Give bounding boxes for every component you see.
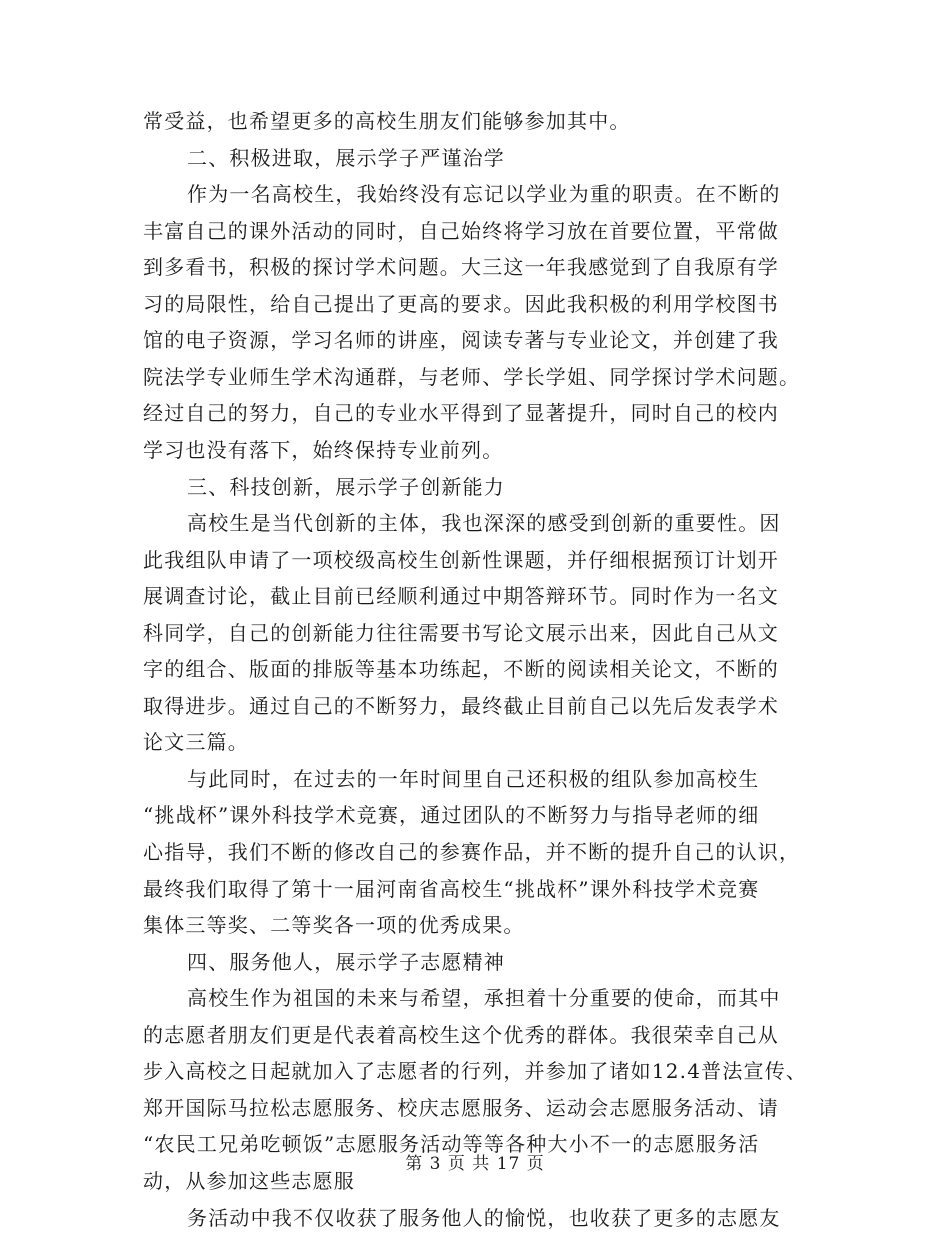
text-line: 论文三篇。 <box>143 730 249 754</box>
text-line: 步入高校之日起就加入了志愿者的行列，并参加了诸如12.4普法宣传、 <box>143 1059 808 1083</box>
text-line: 高校生是当代创新的主体，我也深深的感受到创新的重要性。因 <box>187 511 781 535</box>
text-line: 字的组合、版面的排版等基本功练起，不断的阅读相关论文，不断的 <box>143 657 779 681</box>
text-line: 学习也没有落下，始终保持专业前列。 <box>143 438 504 462</box>
text-line: 习的局限性，给自己提出了更高的要求。因此我积极的利用学校图书 <box>143 292 779 316</box>
text-line: 动，从参加这些志愿服 <box>143 1169 355 1193</box>
text-line: 馆的电子资源，学习名师的讲座，阅读专著与专业论文，并创建了我 <box>143 328 779 352</box>
text-line: 经过自己的努力，自己的专业水平得到了显著提升，同时自己的校内 <box>143 401 779 425</box>
text-line: “挑战杯”课外科技学术竞赛，通过团队的不断努力与指导老师的细 <box>143 803 760 827</box>
text-line: 务活动中我不仅收获了服务他人的愉悦，也收获了更多的志愿友 <box>187 1206 781 1230</box>
text-line: 常受益，也希望更多的高校生朋友们能够参加其中。 <box>143 109 631 133</box>
text-line: 四、服务他人，展示学子志愿精神 <box>187 950 505 974</box>
text-line: 到多看书，积极的探讨学术问题。大三这一年我感觉到了自我原有学 <box>143 255 779 279</box>
text-line: 三、科技创新，展示学子创新能力 <box>187 475 505 499</box>
text-line: 院法学专业师生学术沟通群，与老师、学长学姐、同学探讨学术问题。 <box>143 365 801 389</box>
text-line: “农民工兄弟吃顿饭”志愿服务活动等等各种大小不一的志愿服务活 <box>143 1132 760 1156</box>
text-line: 集体三等奖、二等奖各一项的优秀成果。 <box>143 913 525 937</box>
page-footer: 第 3 页 共 17 页 <box>405 1154 545 1174</box>
text-line: 与此同时，在过去的一年时间里自己还积极的组队参加高校生 <box>187 767 760 791</box>
text-line: 作为一名高校生，我始终没有忘记以学业为重的职责。在不断的 <box>187 182 781 206</box>
text-line: 高校生作为祖国的未来与希望，承担着十分重要的使命，而其中 <box>187 986 781 1010</box>
text-line: 的志愿者朋友们更是代表着高校生这个优秀的群体。我很荣幸自己从 <box>143 1023 779 1047</box>
text-line: 心指导，我们不断的修改自己的参赛作品，并不断的提升自己的认识， <box>143 840 801 864</box>
text-line: 科同学，自己的创新能力往往需要书写论文展示出来，因此自己从文 <box>143 621 779 645</box>
text-line: 此我组队申请了一项校级高校生创新性课题，并仔细根据预订计划开 <box>143 548 779 572</box>
text-line: 最终我们取得了第十一届河南省高校生“挑战杯”课外科技学术竞赛 <box>143 877 760 901</box>
text-line: 丰富自己的课外活动的同时，自己始终将学习放在首要位置，平常做 <box>143 219 779 243</box>
text-line: 二、积极进取，展示学子严谨治学 <box>187 146 505 170</box>
text-line: 郑开国际马拉松志愿服务、校庆志愿服务、运动会志愿服务活动、请 <box>143 1096 779 1120</box>
text-line: 展调查讨论，截止目前已经顺利通过中期答辩环节。同时作为一名文 <box>143 584 779 608</box>
text-line: 取得进步。通过自己的不断努力，最终截止目前自己以先后发表学术 <box>143 694 779 718</box>
